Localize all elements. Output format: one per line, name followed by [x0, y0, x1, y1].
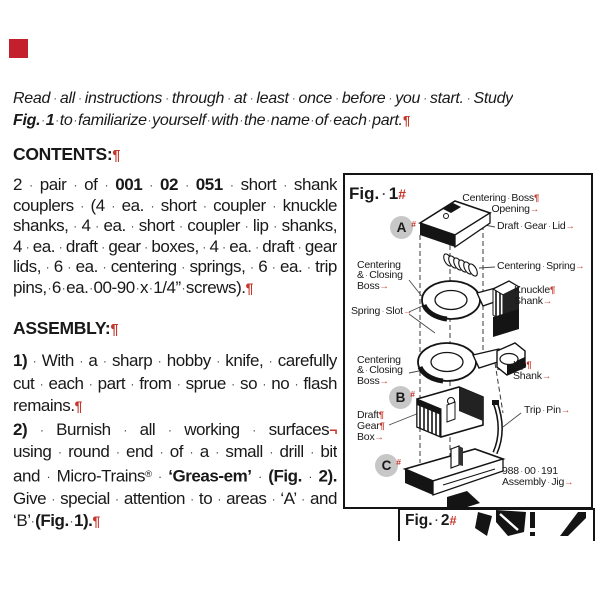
red-formatting-mark: ¶	[112, 148, 121, 164]
space-formatting-mark: ·	[291, 93, 296, 105]
space-formatting-mark: ·	[51, 491, 55, 506]
space-formatting-mark: ·	[25, 239, 30, 254]
space-formatting-mark: ·	[268, 354, 273, 368]
space-formatting-mark: ·	[47, 280, 52, 295]
part-label-line: Boss→	[357, 374, 389, 387]
part-label	[502, 466, 586, 488]
red-corner-marker	[9, 39, 28, 58]
part-label	[357, 260, 419, 292]
text-line: Fig. · 1#	[349, 184, 406, 203]
space-formatting-mark: ·	[520, 221, 523, 231]
part-label-line: Centering · Spring→	[497, 260, 585, 272]
red-formatting-mark: →	[541, 371, 552, 383]
knuckle-shank-drawing	[422, 281, 519, 337]
space-formatting-mark: ·	[206, 115, 211, 128]
space-formatting-mark: ·	[249, 93, 254, 105]
red-formatting-mark: →	[379, 280, 389, 292]
space-formatting-mark: ·	[69, 513, 74, 528]
space-formatting-mark: ·	[189, 445, 194, 460]
space-formatting-mark: ·	[144, 239, 148, 254]
space-formatting-mark: ·	[148, 280, 153, 295]
part-label-line: Box→	[357, 431, 384, 444]
space-formatting-mark: ·	[58, 239, 63, 254]
text-line: Give · special · attention · to · areas · ‘A’ · and	[13, 488, 337, 508]
red-formatting-mark: ¶	[549, 285, 556, 296]
part-label-line: Opening→	[491, 203, 539, 216]
space-formatting-mark: ·	[255, 239, 259, 254]
space-formatting-mark: ·	[271, 491, 276, 506]
red-formatting-mark: →	[565, 221, 575, 232]
red-formatting-mark: →	[560, 405, 571, 416]
part-label-line: & · Closing	[357, 364, 403, 377]
space-formatting-mark: ·	[306, 260, 311, 274]
red-formatting-mark: →	[542, 296, 553, 308]
space-formatting-mark: ·	[258, 469, 262, 484]
space-formatting-mark: ·	[328, 115, 333, 128]
red-formatting-mark: ¶	[74, 398, 82, 415]
space-formatting-mark: ·	[176, 376, 181, 391]
space-formatting-mark: ·	[217, 491, 221, 506]
red-formatting-mark: #	[396, 457, 401, 467]
part-label-line: Centering · Boss¶	[462, 192, 539, 204]
red-formatting-mark: #	[398, 186, 406, 202]
figure1-title	[349, 184, 406, 204]
space-formatting-mark: ·	[310, 115, 315, 128]
part-label	[513, 360, 565, 382]
space-formatting-mark: ·	[181, 280, 186, 295]
space-formatting-mark: ·	[30, 513, 35, 528]
space-formatting-mark: ·	[46, 469, 51, 484]
red-formatting-mark: #	[411, 219, 416, 229]
text-line: cut · each · part · from · sprue · so · no · flash	[13, 373, 337, 393]
space-formatting-mark: ·	[79, 354, 83, 368]
red-formatting-mark: ¶	[92, 513, 100, 530]
space-formatting-mark: ·	[547, 476, 550, 486]
text-line: Fig. · 2#	[405, 512, 457, 529]
space-formatting-mark: ·	[53, 93, 57, 105]
space-formatting-mark: ·	[381, 306, 385, 316]
text-line: Read · all · instructions · through · at · least · once · before · you · start. · Study	[13, 90, 513, 108]
part-label-line: Spring · Slot→	[351, 305, 413, 317]
text-line: lids, · 6 · ea. · centering · springs, · 6 · ea. · trip	[13, 257, 337, 277]
red-formatting-mark: #	[410, 389, 415, 399]
space-formatting-mark: ·	[149, 178, 153, 192]
intro-paragraph	[13, 88, 513, 132]
part-label-line: Boss→	[357, 279, 389, 292]
space-formatting-mark: ·	[130, 376, 135, 391]
space-formatting-mark: ·	[222, 239, 226, 254]
space-formatting-mark: ·	[365, 365, 368, 375]
red-formatting-mark: ¶	[402, 113, 410, 129]
space-formatting-mark: ·	[202, 198, 207, 213]
space-formatting-mark: ·	[273, 219, 277, 233]
red-formatting-mark: ¶	[110, 322, 119, 338]
space-formatting-mark: ·	[262, 376, 266, 391]
trip-pin-drawing	[492, 400, 500, 453]
text-line: 1) · With · a · sharp · hobby · knife, · carefully	[13, 351, 337, 371]
space-formatting-mark: ·	[41, 115, 45, 128]
space-formatting-mark: ·	[147, 115, 152, 128]
space-formatting-mark: ·	[89, 280, 93, 295]
space-formatting-mark: ·	[249, 260, 254, 274]
space-formatting-mark: ·	[466, 93, 471, 105]
red-formatting-mark: #	[449, 513, 457, 528]
space-formatting-mark: ·	[135, 280, 140, 295]
space-formatting-mark: ·	[67, 260, 72, 274]
part-label	[455, 193, 539, 215]
space-formatting-mark: ·	[216, 354, 220, 368]
text-line: remains.¶	[13, 396, 82, 416]
part-label	[497, 221, 589, 232]
text-line: 4 · ea. · draft · gear · boxes, · 4 · ea. · draft · gear	[13, 236, 337, 256]
part-label-line: Knuckle¶	[514, 284, 556, 296]
space-formatting-mark: ·	[388, 93, 393, 105]
space-formatting-mark: ·	[150, 198, 155, 213]
space-formatting-mark: ·	[301, 491, 305, 506]
part-label	[514, 285, 576, 307]
space-formatting-mark: ·	[73, 115, 78, 128]
space-formatting-mark: ·	[542, 261, 545, 271]
part-label-line: Lip¶	[513, 359, 532, 371]
space-formatting-mark: ·	[111, 198, 115, 213]
space-formatting-mark: ·	[104, 178, 109, 192]
part-label-line: & · Closing	[357, 269, 403, 282]
red-formatting-mark: →	[564, 476, 574, 488]
space-formatting-mark: ·	[80, 198, 84, 213]
space-formatting-mark: ·	[123, 422, 127, 437]
text-line: shanks, · 4 · ea. · short · coupler · lip · shanks,	[13, 216, 337, 236]
contents-paragraph	[13, 175, 337, 298]
space-formatting-mark: ·	[266, 115, 270, 128]
space-formatting-mark: ·	[310, 445, 314, 460]
space-formatting-mark: ·	[367, 115, 372, 128]
space-formatting-mark: ·	[102, 354, 107, 368]
space-formatting-mark: ·	[507, 193, 510, 203]
part-label-line: Gear¶	[357, 420, 385, 433]
red-formatting-mark: →	[529, 204, 539, 216]
part-label-line: Centering	[357, 354, 401, 366]
text-line: using · round · end · of · a · small · drill · bit	[13, 442, 337, 462]
space-formatting-mark: ·	[73, 219, 77, 233]
part-label	[497, 261, 589, 272]
space-formatting-mark: ·	[159, 445, 164, 460]
space-formatting-mark: ·	[29, 178, 33, 192]
space-formatting-mark: ·	[185, 178, 189, 192]
space-formatting-mark: ·	[252, 422, 256, 437]
text-line: ASSEMBLY:¶	[13, 318, 119, 338]
space-formatting-mark: ·	[115, 491, 119, 506]
part-label-line: Trip · Pin→	[524, 404, 571, 416]
area-circle-a	[390, 216, 416, 239]
part-label	[357, 355, 419, 387]
space-formatting-mark: ·	[434, 515, 439, 527]
red-formatting-mark: ¶	[533, 193, 539, 204]
part-label-line: Shank→	[513, 370, 552, 383]
space-formatting-mark: ·	[229, 178, 234, 192]
space-formatting-mark: ·	[95, 219, 99, 233]
text-line: ‘B’ · (Fig. · 1).¶	[13, 511, 100, 531]
space-formatting-mark: ·	[167, 422, 172, 437]
part-label-line: Draft · Gear · Lid→	[497, 220, 575, 232]
space-formatting-mark: ·	[542, 405, 545, 415]
space-formatting-mark: ·	[271, 260, 276, 274]
space-formatting-mark: ·	[520, 466, 523, 476]
space-formatting-mark: ·	[181, 260, 185, 274]
space-formatting-mark: ·	[73, 178, 78, 192]
space-formatting-mark: ·	[39, 422, 44, 437]
space-formatting-mark: ·	[202, 239, 206, 254]
red-formatting-mark: →	[575, 261, 585, 272]
part-label	[357, 410, 405, 444]
space-formatting-mark: ·	[115, 445, 120, 460]
text-line: 2) · Burnish · all · working · surfaces¬	[13, 420, 337, 439]
space-formatting-mark: ·	[157, 354, 162, 368]
part-label-line: Shank→	[514, 295, 553, 308]
figure2-title	[405, 512, 457, 530]
area-letter: C	[381, 458, 392, 473]
space-formatting-mark: ·	[297, 239, 302, 254]
space-formatting-mark: ·	[381, 186, 387, 201]
area-letter: B	[395, 390, 406, 405]
space-formatting-mark: ·	[272, 198, 276, 213]
space-formatting-mark: ·	[88, 376, 93, 391]
text-line: pins, · 6 · ea. · 00-90 · x · 1/4” · screws).¶	[13, 277, 253, 297]
space-formatting-mark: ·	[39, 376, 44, 391]
space-formatting-mark: ·	[215, 445, 219, 460]
part-label-line: 988 · 00 · 191	[502, 465, 558, 477]
area-circle-c	[375, 454, 401, 477]
space-formatting-mark: ·	[32, 354, 37, 368]
assembly-heading	[13, 318, 118, 339]
space-formatting-mark: ·	[294, 376, 299, 391]
red-formatting-mark: →	[374, 432, 384, 444]
space-formatting-mark: ·	[239, 115, 243, 128]
space-formatting-mark: ·	[158, 469, 162, 484]
area-circle-b	[389, 386, 415, 409]
red-formatting-mark: ¶	[526, 360, 532, 371]
red-formatting-mark: ¶	[378, 410, 384, 421]
part-label-line: Assembly · Jig→	[502, 475, 574, 488]
space-formatting-mark: ·	[335, 93, 339, 105]
draft-gear-box-drawing	[417, 387, 483, 437]
lip-shank-drawing	[418, 343, 525, 381]
text-line: CONTENTS:¶	[13, 144, 121, 164]
space-formatting-mark: ·	[283, 178, 287, 192]
red-formatting-mark: →	[379, 375, 389, 387]
part-label	[351, 306, 415, 317]
area-letter: A	[396, 220, 407, 235]
text-line: 2 · pair · of · 001 · 02 · 051 · short · shank	[13, 175, 337, 195]
space-formatting-mark: ·	[269, 445, 273, 460]
space-formatting-mark: ·	[423, 93, 427, 105]
space-formatting-mark: ·	[55, 115, 59, 128]
space-formatting-mark: ·	[227, 93, 231, 105]
part-label	[524, 405, 586, 416]
space-formatting-mark: ·	[101, 239, 105, 254]
space-formatting-mark: ·	[78, 93, 82, 105]
space-formatting-mark: ·	[165, 93, 169, 105]
space-formatting-mark: ·	[45, 260, 50, 274]
space-formatting-mark: ·	[308, 469, 313, 484]
space-formatting-mark: ·	[548, 221, 551, 231]
space-formatting-mark: ·	[130, 219, 135, 233]
text-line: and · Micro-Trains® · ‘Greas-em’ · (Fig. · 2).	[13, 466, 337, 486]
space-formatting-mark: ·	[61, 280, 66, 295]
space-formatting-mark: ·	[231, 376, 235, 391]
space-formatting-mark: ·	[244, 219, 249, 233]
text-line: Fig. · 1 · to · familiarize · yourself · with · the · name · of · each · part.¶	[13, 112, 410, 130]
space-formatting-mark: ·	[102, 260, 107, 274]
space-formatting-mark: ·	[537, 466, 540, 476]
red-formatting-mark: ¶	[245, 279, 253, 296]
space-formatting-mark: ·	[365, 270, 368, 280]
red-formatting-mark: ¶	[379, 421, 385, 433]
text-line: couplers · (4 · ea. · short · coupler · knuckle	[13, 195, 337, 215]
space-formatting-mark: ·	[190, 491, 194, 506]
space-formatting-mark: ·	[57, 445, 62, 460]
space-formatting-mark: ·	[178, 219, 183, 233]
assembly-step-1	[13, 350, 337, 418]
part-label-line: Draft¶	[357, 409, 384, 421]
part-label-line: Centering	[357, 259, 401, 271]
contents-heading	[13, 144, 120, 165]
red-formatting-mark: →	[402, 306, 413, 317]
centering-spring-drawing	[442, 253, 479, 278]
red-formatting-mark: ¬	[329, 422, 337, 438]
assembly-step-2	[13, 419, 337, 532]
